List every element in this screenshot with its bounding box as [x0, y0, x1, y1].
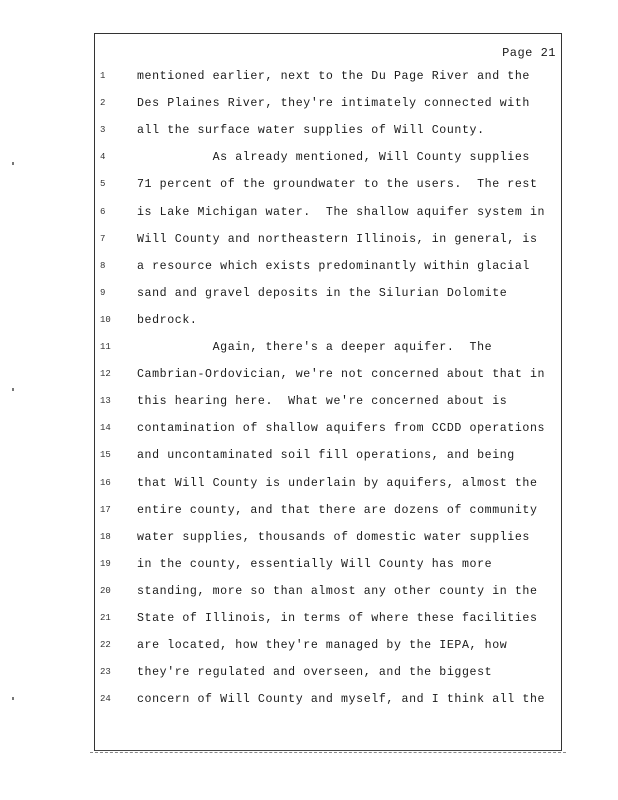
line-number: 9 [100, 287, 106, 298]
line-number: 4 [100, 152, 106, 163]
transcript-line: this hearing here. What we're concerned about is [137, 395, 508, 409]
line-number: 17 [100, 504, 111, 515]
transcript-line: 71 percent of the groundwater to the users. The rest [137, 178, 538, 192]
transcript-line: sand and gravel deposits in the Silurian Dolomite [137, 286, 508, 300]
line-number: 23 [100, 667, 111, 678]
transcript-line: standing, more so than almost any other county in the [137, 584, 538, 598]
scan-mark [12, 388, 14, 391]
line-number: 21 [100, 613, 111, 623]
transcript-line: is Lake Michigan water. The shallow aquifer system in [137, 205, 546, 219]
line-number: 22 [100, 640, 111, 651]
line-number: 12 [100, 369, 111, 380]
line-number: 20 [100, 585, 111, 596]
transcript-line: all the surface water supplies of Will County. [137, 124, 485, 138]
transcript-line: State of Illinois, in terms of where these facilities [137, 612, 538, 625]
transcript-line: water supplies, thousands of domestic water supplies [137, 530, 530, 544]
line-number: 10 [100, 314, 111, 325]
line-number: 16 [100, 477, 111, 488]
line-number: 19 [100, 558, 111, 569]
scan-mark [12, 697, 14, 700]
line-number: 1 [100, 71, 106, 81]
transcript-line: in the county, essentially Will County has more [137, 557, 493, 571]
scan-mark [12, 162, 14, 165]
line-number: 11 [100, 342, 111, 352]
line-number: 6 [100, 206, 106, 217]
transcript-line: are located, how they're managed by the IEPA, how [137, 639, 508, 653]
transcript-line: mentioned earlier, next to the Du Page River and the [137, 70, 530, 83]
line-number: 2 [100, 98, 106, 109]
page-number: Page 21 [502, 46, 556, 60]
transcript-line: and uncontaminated soil fill operations, and being [137, 449, 515, 463]
line-number: 18 [100, 531, 111, 542]
transcript-line: that Will County is underlain by aquifers, almost the [137, 476, 538, 490]
transcript-line: concern of Will County and myself, and I think all the [137, 693, 546, 707]
transcript-line: they're regulated and overseen, and the biggest [137, 666, 493, 680]
line-number: 24 [100, 694, 111, 705]
transcript-line: Will County and northeastern Illinois, in general, is [137, 232, 538, 246]
transcript-line: As already mentioned, Will County supplies [137, 151, 530, 165]
transcript-line: Des Plaines River, they're intimately connected with [137, 97, 530, 111]
transcript-line: entire county, and that there are dozens of community [137, 503, 538, 517]
transcript-line: Again, there's a deeper aquifer. The [137, 341, 493, 354]
line-number: 13 [100, 396, 111, 407]
transcript-line: Cambrian-Ordovician, we're not concerned about that in [137, 368, 546, 382]
line-number: 5 [100, 179, 106, 190]
line-number: 14 [100, 423, 111, 434]
line-number: 15 [100, 450, 111, 461]
line-number: 3 [100, 125, 106, 136]
line-number: 8 [100, 260, 106, 271]
line-number: 7 [100, 233, 106, 244]
transcript-line: a resource which exists predominantly within glacial [137, 259, 530, 273]
transcript-line: bedrock. [137, 313, 198, 327]
transcript-line: contamination of shallow aquifers from CCDD operations [137, 422, 546, 436]
